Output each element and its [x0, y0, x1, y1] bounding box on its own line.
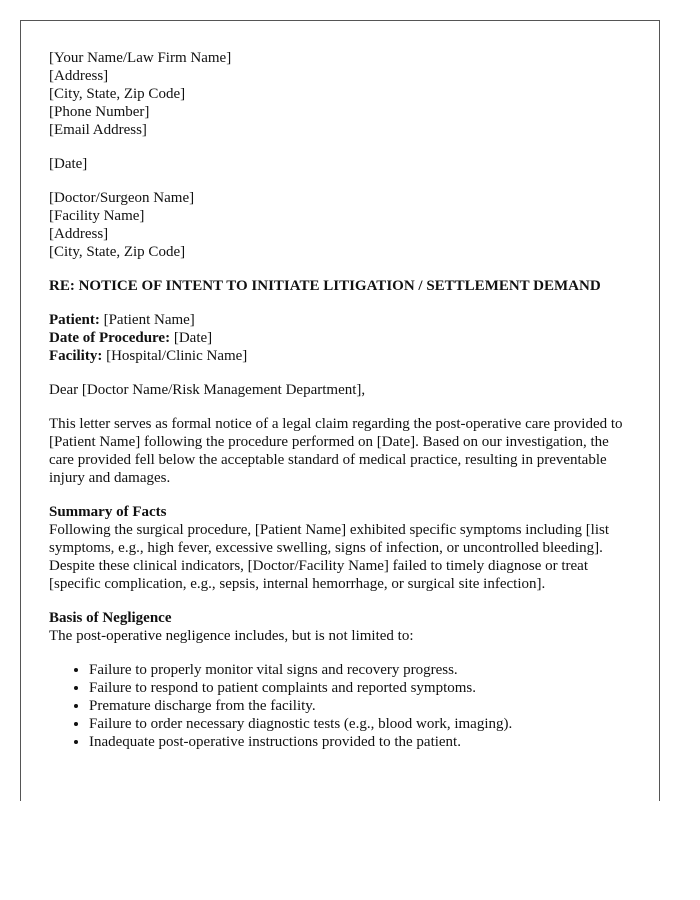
sender-email: [Email Address] — [49, 122, 147, 138]
facts-body: Following the surgical procedure, [Patient Name] exhibited specific symptoms including [list symptoms, e.g., high fever, excessive swelling, signs of infection, or uncontrolled bleeding]. Despite these clinical indicators, [Doctor/Facility Name] failed to timely diagnose or treat [specific complication, e.g., sepsis, internal hemorrhage, or surgical site infection]. — [49, 522, 610, 592]
recipient-block — [49, 189, 631, 261]
negligence-list — [49, 661, 631, 751]
sender-block — [49, 49, 631, 139]
sender-phone: [Phone Number] — [49, 104, 150, 120]
list-item: • Inadequate post-operative instructions provided to the patient. — [89, 733, 631, 751]
facility-line — [49, 347, 631, 365]
letter-date: [Date] — [49, 156, 88, 172]
patient-value: [Patient Name] — [99, 312, 195, 328]
recipient-name: [Doctor/Surgeon Name] — [49, 190, 195, 206]
case-details — [49, 311, 631, 365]
procedure-date-line — [49, 329, 631, 347]
procedure-date-label: Date of Procedure: — [49, 330, 171, 346]
intro-paragraph: This letter serves as formal notice of a legal claim regarding the post-operative care provided to [Patient Name] following the procedure performed on [Date]. Based on our investigation, the care provided fell below the acceptable standard of medical practice, resulting in preventable injury and damages. — [49, 416, 623, 486]
sender-address: [Address] — [49, 68, 109, 84]
list-item: • Failure to properly monitor vital signs and recovery progress. — [89, 661, 631, 679]
facts-section — [49, 503, 631, 593]
recipient-city-state-zip: [City, State, Zip Code] — [49, 244, 186, 260]
negligence-section — [49, 609, 631, 751]
subject-heading: RE: NOTICE OF INTENT TO INITIATE LITIGATION / SETTLEMENT DEMAND — [49, 278, 601, 294]
sender-city-state-zip: [City, State, Zip Code] — [49, 86, 186, 102]
recipient-address: [Address] — [49, 226, 109, 242]
procedure-date-value: [Date] — [170, 330, 213, 346]
list-item: • Failure to order necessary diagnostic tests (e.g., blood work, imaging). — [89, 715, 631, 733]
negligence-title: Basis of Negligence — [49, 610, 172, 626]
facility-value: [Hospital/Clinic Name] — [102, 348, 248, 364]
facility-label: Facility: — [49, 348, 103, 364]
list-item: • Failure to respond to patient complaints and reported symptoms. — [89, 679, 631, 697]
negligence-intro: The post-operative negligence includes, but is not limited to: — [49, 628, 414, 644]
salutation: Dear [Doctor Name/Risk Management Department], — [49, 382, 366, 398]
list-item: • Premature discharge from the facility. — [89, 697, 631, 715]
sender-name: [Your Name/Law Firm Name] — [49, 50, 232, 66]
letter-page — [20, 20, 660, 801]
patient-label: Patient: — [49, 312, 100, 328]
recipient-facility: [Facility Name] — [49, 208, 145, 224]
patient-line — [49, 311, 631, 329]
facts-title: Summary of Facts — [49, 504, 167, 520]
